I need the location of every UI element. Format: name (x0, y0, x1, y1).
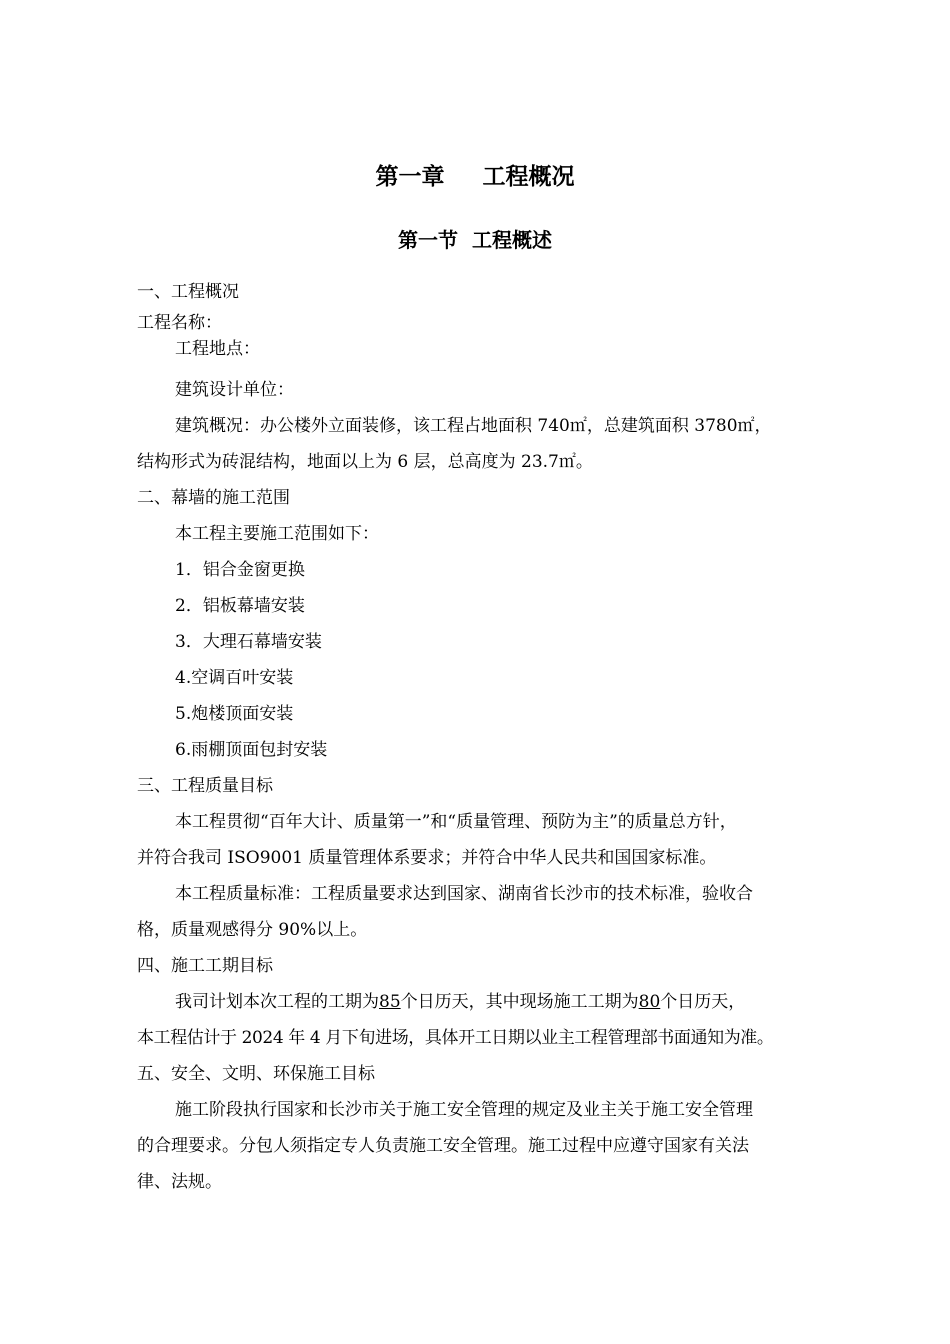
quality-p1-line-1: 本工程贯彻“百年大计、质量第一”和“质量管理、预防为主”的质量总方针， (175, 812, 737, 832)
schedule-line-2: 本工程估计于 2024 年 4 月下旬进场，具体开工日期以业主工程管理部书面通知为准。 (137, 1028, 774, 1048)
section-heading: 第一节 工程概述 (398, 228, 552, 252)
chapter-number: 第一章 (375, 164, 445, 190)
site-days: 80 (638, 992, 661, 1012)
project-location-label: 工程地点： (175, 339, 260, 359)
quality-p2-line-1: 本工程质量标准：工程质量要求达到国家、湖南省长沙市的技术标准，验收合 (175, 884, 753, 904)
list-item: 3．大理石幕墙安装 (175, 632, 322, 652)
quality-p2-line-2: 格，质量观感得分 90%以上。 (137, 920, 368, 940)
list-item: 4.空调百叶安装 (175, 668, 294, 688)
heading-scope: 二、幕墙的施工范围 (137, 488, 290, 508)
list-item: 2．铝板幕墙安装 (175, 596, 305, 616)
list-item: 5.炮楼顶面安装 (175, 704, 294, 724)
chapter-heading (0, 158, 950, 191)
list-item: 1．铝合金窗更换 (175, 560, 305, 580)
schedule-text-pre: 我司计划本次工程的工期为 (175, 992, 379, 1012)
designer-label: 建筑设计单位： (175, 380, 294, 400)
safety-line-3: 律、法规。 (137, 1172, 222, 1192)
heading-schedule: 四、施工工期目标 (137, 956, 273, 976)
schedule-line-1 (137, 984, 849, 1020)
schedule-text-mid: 个日历天，其中现场施工工期为 (400, 992, 639, 1012)
heading-project-overview: 一、工程概况 (137, 282, 239, 302)
quality-p1-line-2: 并符合我司 ISO9001 质量管理体系要求；并符合中华人民共和国国家标准。 (137, 848, 717, 868)
project-name-label: 工程名称： (137, 313, 222, 333)
overview-line-1: 建筑概况：办公楼外立面装修，该工程占地面积 740㎡，总建筑面积 3780㎡， (175, 416, 772, 436)
heading-quality: 三、工程质量目标 (137, 776, 273, 796)
total-days: 85 (379, 992, 401, 1012)
heading-safety: 五、安全、文明、环保施工目标 (137, 1064, 375, 1084)
scope-intro: 本工程主要施工范围如下： (175, 524, 379, 544)
overview-line-2: 结构形式为砖混结构，地面以上为 6 层，总高度为 23.7㎡。 (137, 452, 593, 472)
chapter-title: 工程概况 (482, 164, 575, 190)
schedule-text-post: 个日历天， (660, 992, 746, 1012)
safety-line-2: 的合理要求。分包人须指定专人负责施工安全管理。施工过程中应遵守国家有关法 (137, 1136, 749, 1156)
document-body (137, 274, 849, 1200)
list-item: 6.雨棚顶面包封安装 (175, 740, 328, 760)
safety-line-1: 施工阶段执行国家和长沙市关于施工安全管理的规定及业主关于施工安全管理 (175, 1100, 753, 1120)
